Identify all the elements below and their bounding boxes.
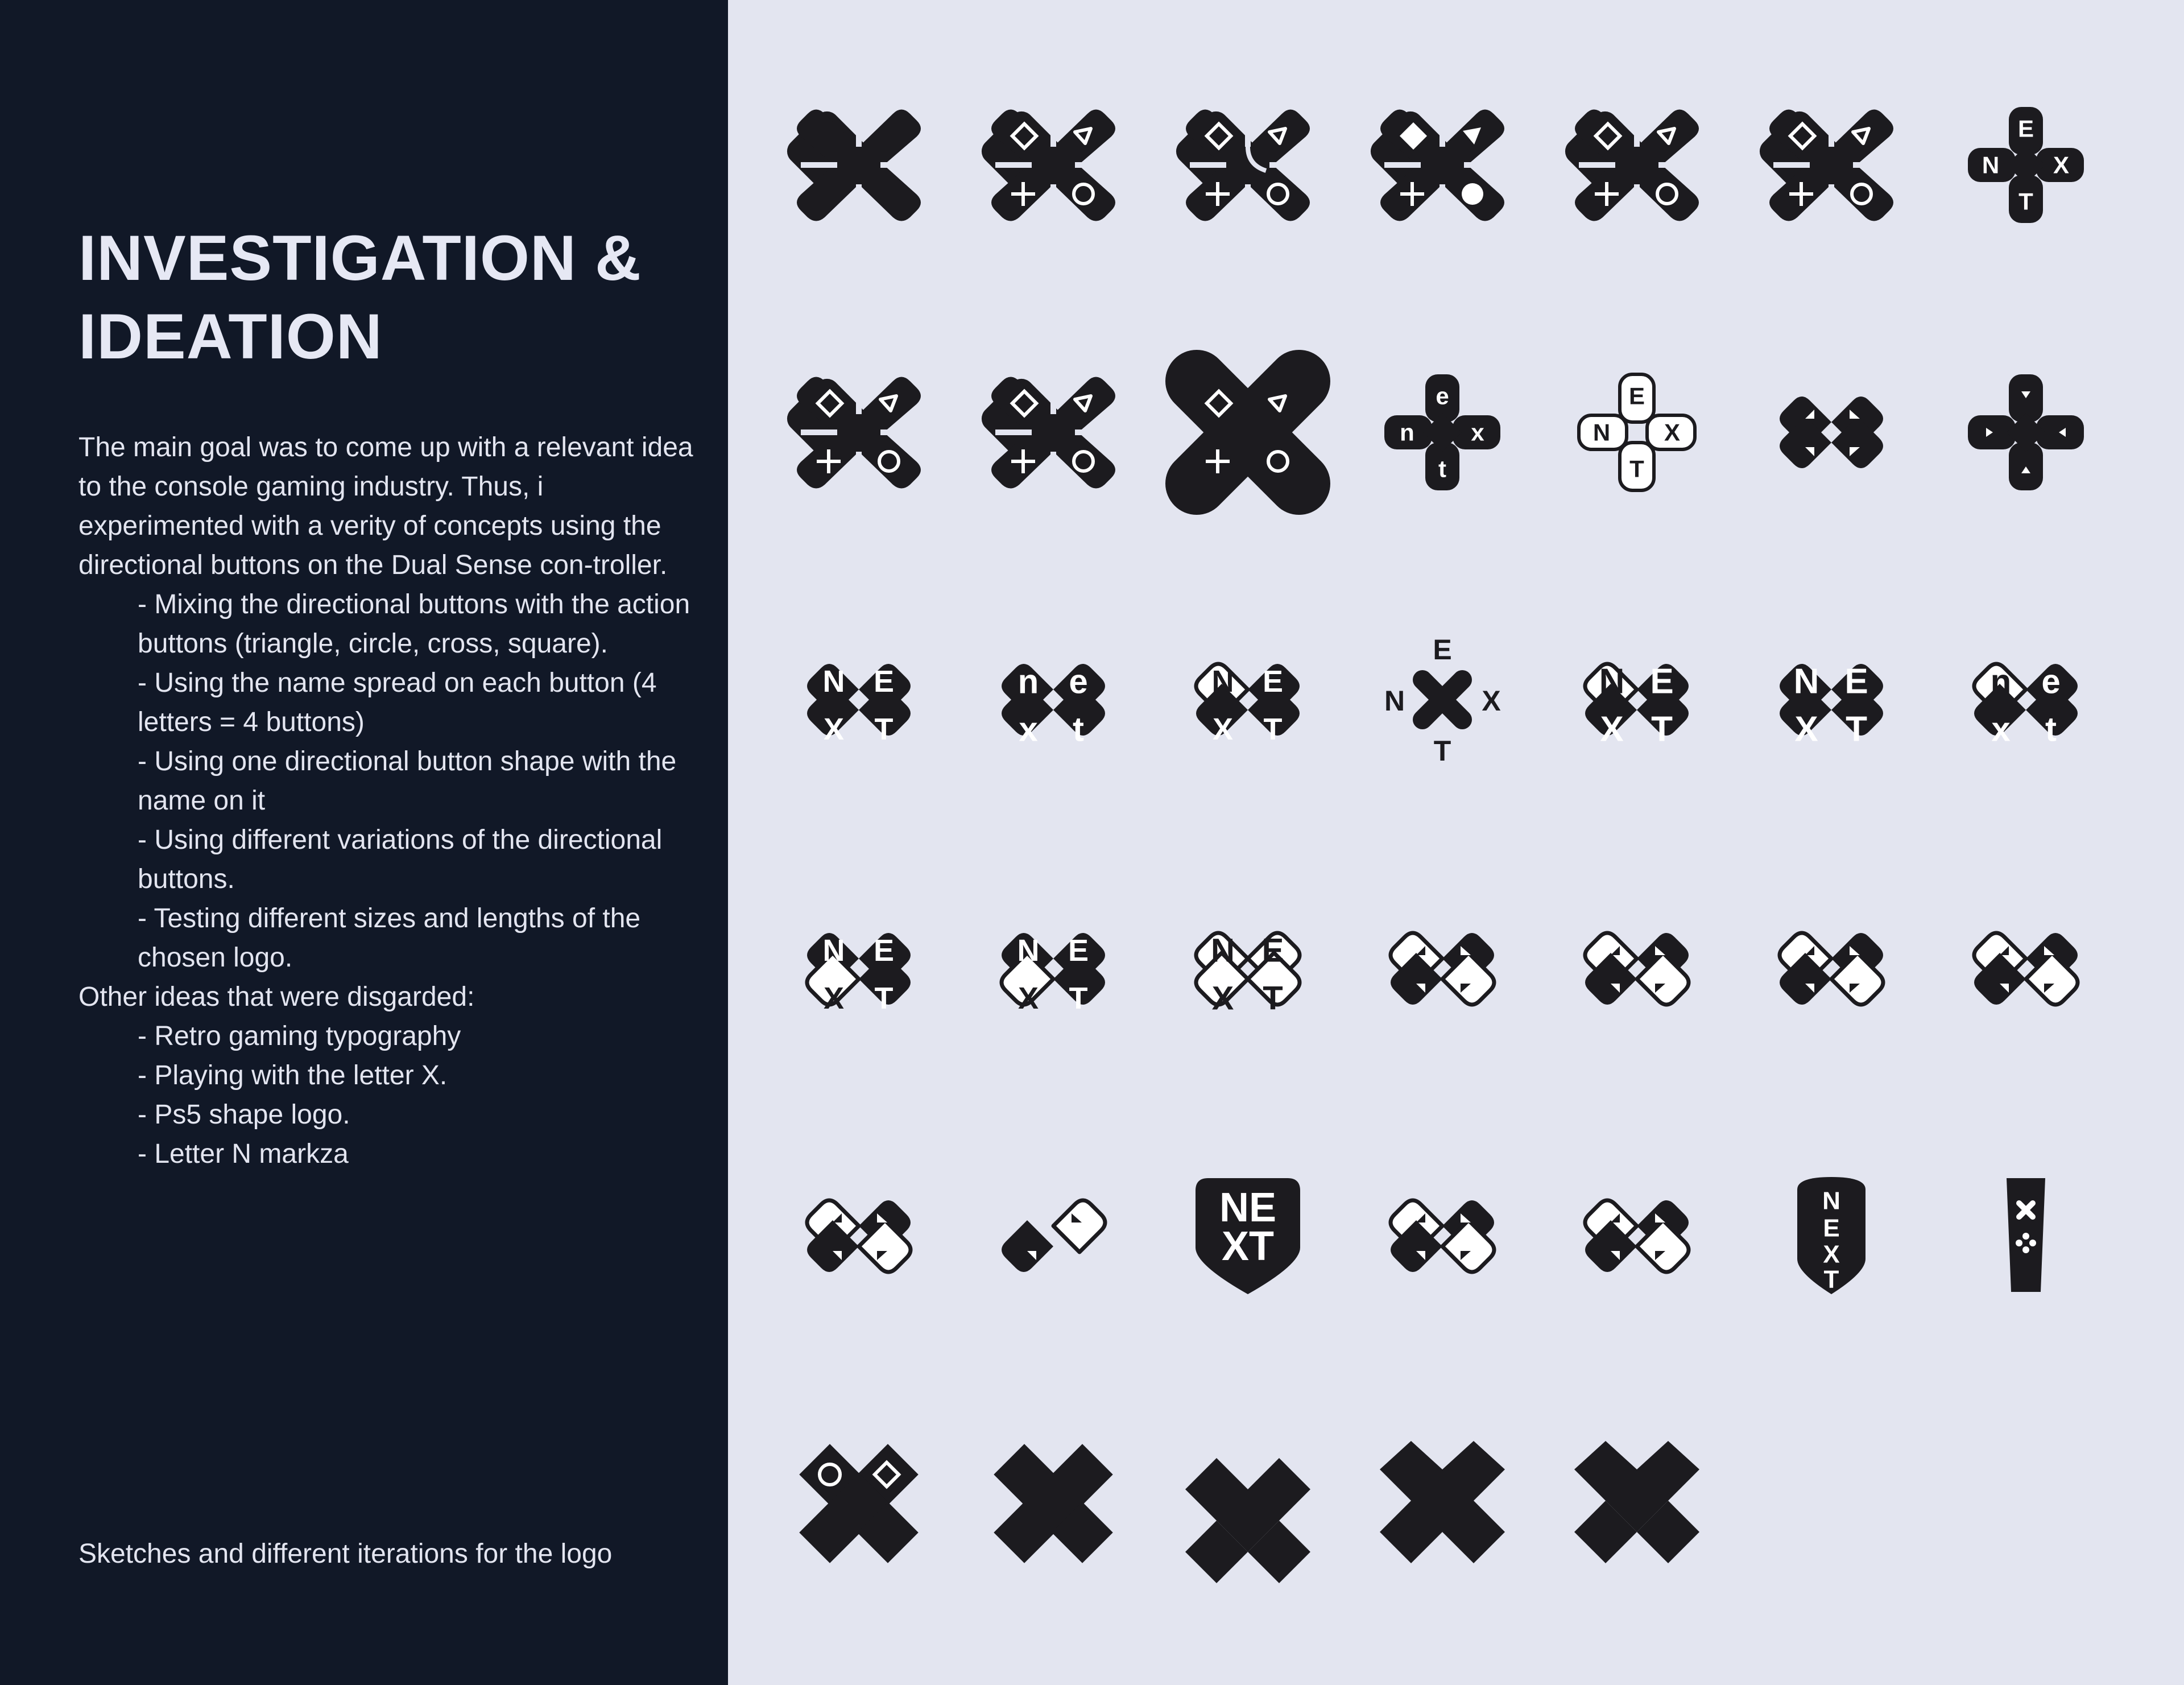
svg-text:E: E — [873, 664, 895, 699]
discarded-item: - Letter N markza — [138, 1139, 349, 1169]
svg-text:X: X — [1664, 419, 1681, 446]
svg-text:N: N — [1592, 419, 1611, 446]
dpad-x-action-symbols-outline-curve-graphic — [1552, 80, 1722, 250]
svg-text:N: N — [1793, 662, 1819, 701]
dpad-x-curve-symbols-alt-graphic — [968, 347, 1139, 518]
logo-variant-clover-arrows-e — [774, 1151, 944, 1321]
svg-text:X: X — [2053, 151, 2070, 179]
description-item: - Using the name spread on each button (4 letters = 4 buttons) — [138, 668, 657, 737]
logo-variant-clover-next-mixed — [1163, 614, 1333, 785]
svg-text:N: N — [1599, 662, 1625, 701]
logo-variant-clover-arrows-g — [1552, 1151, 1722, 1321]
logo-variant-chevron-x-a — [1163, 1418, 1333, 1589]
dpad-x-curve-symbols-graphic — [774, 347, 944, 518]
logo-variant-shield-next — [1163, 1151, 1333, 1321]
logo-variant-clover-next-outline-a — [774, 883, 944, 1054]
clover-arrows-e-graphic — [774, 1151, 944, 1321]
svg-text:x: x — [1019, 710, 1038, 749]
svg-text:XT: XT — [1221, 1224, 1275, 1269]
svg-text:X: X — [823, 712, 845, 746]
logo-variant-clover-next-lower-outline — [1941, 614, 2111, 785]
dpad-plus-next-lower-graphic — [1357, 347, 1528, 518]
clover-arrows-b-graphic — [1552, 883, 1722, 1054]
svg-text:T: T — [1263, 980, 1283, 1017]
squares-x-graphic — [968, 1418, 1139, 1589]
logo-grid — [774, 80, 2161, 1650]
clover-next-lower-outline-graphic — [1941, 614, 2111, 785]
svg-text:n: n — [1400, 419, 1414, 446]
svg-text:t: t — [2045, 710, 2057, 749]
svg-text:X: X — [1212, 712, 1234, 746]
clover-next-outline-b-graphic — [968, 883, 1139, 1054]
svg-text:N: N — [1982, 151, 2000, 179]
discarded-heading: Other ideas that were disgarded: — [78, 982, 475, 1012]
logo-variant-dpad-x-action-symbols-curve — [1163, 80, 1333, 250]
logo-variant-dpad-plus-arrows — [1941, 347, 2111, 518]
svg-text:T: T — [874, 981, 894, 1015]
logo-variant-dpad-x-action-symbols-filled — [1357, 80, 1528, 250]
logo-variant-dpad-x-action-symbols — [968, 80, 1139, 250]
description — [78, 428, 715, 1174]
squares-x-symbols-graphic — [774, 1418, 944, 1589]
logo-variant-squares-x — [968, 1418, 1139, 1589]
svg-text:NE: NE — [1219, 1185, 1277, 1230]
dpad-plus-next-graphic — [1941, 80, 2111, 250]
svg-text:e: e — [1436, 382, 1449, 410]
svg-text:T: T — [1629, 455, 1644, 482]
clover-next-bold-outline-graphic — [1552, 614, 1722, 785]
svg-text:T: T — [2018, 188, 2033, 215]
svg-text:T: T — [1823, 1265, 1839, 1294]
dpad-x-solid-symbols-graphic — [1163, 347, 1333, 518]
logo-variant-clover-arrows-a — [1357, 883, 1528, 1054]
svg-text:E: E — [1262, 664, 1284, 699]
svg-text:E: E — [1261, 932, 1284, 969]
logo-variant-clover-next-bold — [1746, 614, 1917, 785]
logo-variant-clover-arrows-b — [1552, 883, 1722, 1054]
dpad-plus-arrows-graphic — [1941, 347, 2111, 518]
chevron-x-a-graphic — [1163, 1418, 1333, 1589]
svg-text:t: t — [1073, 710, 1084, 749]
logo-variant-dpad-x-action-symbols-outline-curve-alt — [1746, 80, 1917, 250]
svg-text:N: N — [1211, 664, 1234, 699]
logo-variant-chevron-x-b — [1357, 1418, 1528, 1589]
clover-next-full-outline-graphic — [1163, 883, 1333, 1054]
logo-variant-clover-next-full-outline — [1163, 883, 1333, 1054]
svg-text:e: e — [2041, 662, 2061, 701]
chevron-x-c-graphic — [1552, 1418, 1722, 1589]
svg-text:E: E — [1433, 634, 1452, 666]
svg-text:N: N — [822, 664, 845, 699]
shield-next-graphic — [1163, 1151, 1333, 1321]
shield-next-vertical-graphic — [1746, 1151, 1917, 1321]
chevron-x-b-graphic — [1357, 1418, 1528, 1589]
dpad-x-action-symbols-graphic — [968, 80, 1139, 250]
logo-variant-clover-arrows-d — [1941, 883, 2111, 1054]
logo-variant-clover-next-outline-b — [968, 883, 1139, 1054]
svg-text:e: e — [1069, 662, 1088, 701]
clover-next-upper-graphic — [774, 614, 944, 785]
logo-variant-clover-next-lower — [968, 614, 1139, 785]
logo-variant-dpad-x-curve-symbols — [774, 347, 944, 518]
svg-text:X: X — [1211, 980, 1234, 1017]
discarded-item: - Playing with the letter X. — [138, 1060, 448, 1091]
description-item: - Using different variations of the directional buttons. — [138, 825, 663, 894]
svg-text:T: T — [1263, 712, 1283, 746]
logo-variant-clover-next-upper — [774, 614, 944, 785]
x-cross-next-graphic — [1357, 614, 1528, 785]
dpad-plus-next-outline-graphic — [1552, 347, 1722, 518]
logo-variant-dpad-x-arrows — [1746, 347, 1917, 518]
svg-text:X: X — [1017, 981, 1039, 1015]
svg-text:N: N — [822, 934, 845, 968]
svg-text:E: E — [1844, 662, 1868, 701]
description-item: - Mixing the directional buttons with the action buttons (triangle, circle, cross, square). — [138, 589, 690, 659]
dpad-x-action-symbols-curve-graphic — [1163, 80, 1333, 250]
svg-text:t: t — [1438, 455, 1446, 482]
clover-next-outline-a-graphic — [774, 883, 944, 1054]
logo-variant-dpad-x-plain — [774, 80, 944, 250]
logo-variant-squares-x-symbols — [774, 1418, 944, 1589]
dpad-x-plain-graphic — [774, 80, 944, 250]
logo-variant-dpad-plus-next-outline — [1552, 347, 1722, 518]
svg-text:N: N — [1822, 1187, 1840, 1215]
svg-text:E: E — [1823, 1214, 1840, 1242]
svg-text:T: T — [874, 712, 894, 746]
logo-variant-clover-arrows-c — [1746, 883, 1917, 1054]
logo-variant-dpad-x-curve-symbols-alt — [968, 347, 1139, 518]
description-intro: The main goal was to come up with a relevant idea to the console gaming industry. Thus, i experimented with a verity of concepts using the directional buttons on the Dual Sense con-troller. — [78, 432, 693, 580]
svg-text:E: E — [873, 934, 895, 968]
svg-text:T: T — [1651, 709, 1673, 749]
title-line-2: IDEATION — [78, 301, 383, 372]
logo-variant-dpad-x-solid-symbols — [1163, 347, 1333, 518]
logo-variant-two-petal-arrows — [968, 1151, 1139, 1321]
clover-arrows-g-graphic — [1552, 1151, 1722, 1321]
logo-variant-controller-bar — [1941, 1151, 2111, 1321]
logo-variant-chevron-x-c — [1552, 1418, 1722, 1589]
svg-text:T: T — [1433, 735, 1451, 767]
svg-text:x: x — [1471, 419, 1484, 446]
svg-text:E: E — [1650, 662, 1674, 701]
clover-next-lower-graphic — [968, 614, 1139, 785]
clover-arrows-f-graphic — [1357, 1151, 1528, 1321]
svg-text:N: N — [1384, 685, 1405, 717]
two-petal-arrows-graphic — [968, 1151, 1139, 1321]
title-line-1: INVESTIGATION & — [78, 222, 642, 294]
description-item: - Testing different sizes and lengths of the chosen logo. — [138, 903, 641, 973]
controller-bar-graphic — [1941, 1151, 2111, 1321]
svg-text:n: n — [1990, 662, 2012, 701]
dpad-x-action-symbols-outline-curve-alt-graphic — [1746, 80, 1917, 250]
svg-text:N: N — [1017, 934, 1040, 968]
svg-text:n: n — [1017, 662, 1039, 701]
logo-variant-clover-next-bold-outline — [1552, 614, 1722, 785]
description-item: - Using one directional button shape with the name on it — [138, 746, 677, 816]
svg-text:X: X — [1823, 1240, 1840, 1269]
svg-text:X: X — [1600, 709, 1624, 749]
svg-text:x: x — [1991, 710, 2011, 749]
logo-variant-dpad-plus-next — [1941, 80, 2111, 250]
clover-arrows-c-graphic — [1746, 883, 1917, 1054]
discarded-item: - Ps5 shape logo. — [138, 1100, 350, 1130]
logo-variant-x-cross-next — [1357, 614, 1528, 785]
sidebar-panel — [0, 0, 728, 1685]
svg-text:E: E — [2017, 115, 2034, 142]
discarded-item: - Retro gaming typography — [138, 1021, 461, 1051]
logo-variant-clover-arrows-f — [1357, 1151, 1528, 1321]
caption: Sketches and different iterations for the logo — [78, 1539, 613, 1569]
clover-next-mixed-graphic — [1163, 614, 1333, 785]
svg-text:X: X — [1794, 709, 1818, 749]
logo-variant-shield-next-vertical — [1746, 1151, 1917, 1321]
clover-next-bold-graphic — [1746, 614, 1917, 785]
svg-text:E: E — [1068, 934, 1089, 968]
clover-arrows-a-graphic — [1357, 883, 1528, 1054]
svg-text:T: T — [1846, 709, 1867, 749]
svg-text:N: N — [1211, 932, 1235, 969]
svg-text:T: T — [1069, 981, 1088, 1015]
dpad-x-action-symbols-filled-graphic — [1357, 80, 1528, 250]
dpad-x-arrows-graphic — [1746, 347, 1917, 518]
logo-variant-dpad-plus-next-lower — [1357, 347, 1528, 518]
svg-text:X: X — [823, 981, 845, 1015]
svg-text:E: E — [1628, 382, 1645, 410]
page-title — [78, 219, 704, 376]
svg-text:X: X — [1482, 685, 1501, 717]
clover-arrows-d-graphic — [1941, 883, 2111, 1054]
logo-variant-dpad-x-action-symbols-outline-curve — [1552, 80, 1722, 250]
